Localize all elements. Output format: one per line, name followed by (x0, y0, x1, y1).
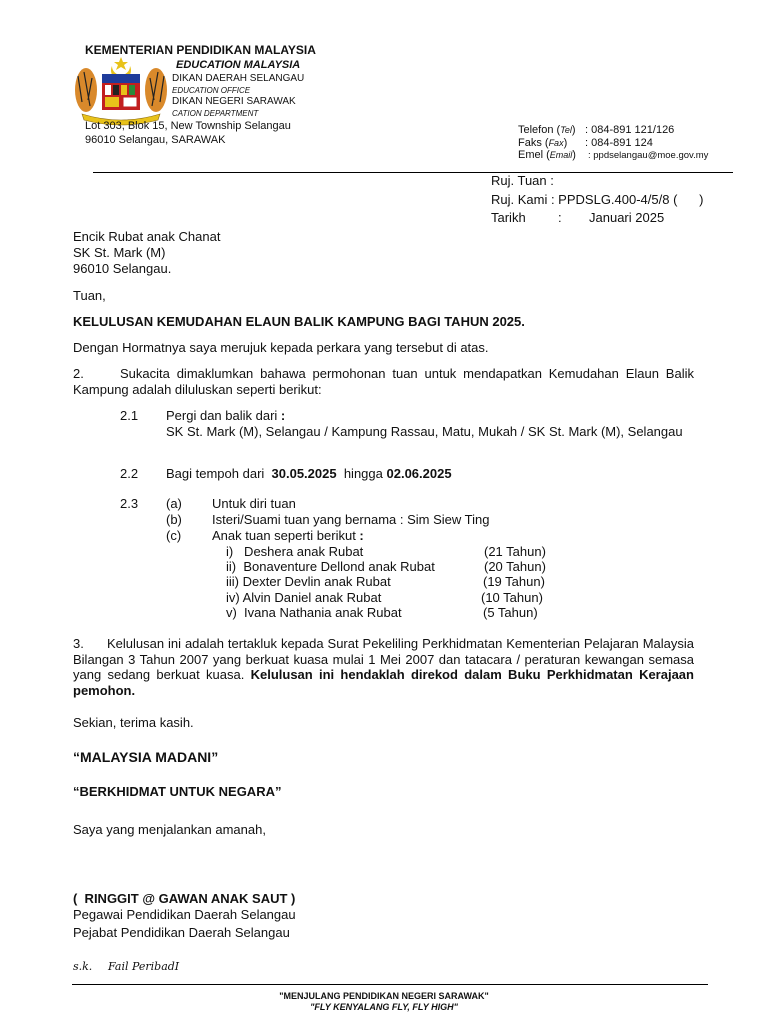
telephone-value: : 084-891 121/126 (585, 124, 675, 136)
cc-label: s.k. (73, 960, 93, 973)
footer-motto: "MENJULANG PENDIDIKAN NEGERI SARAWAK" (279, 991, 489, 1001)
ministry-name-en: EDUCATION MALAYSIA (176, 59, 301, 71)
address-line-2: 96010 Selangau, SARAWAK (85, 134, 226, 146)
reference-ours: Ruj. Kami : PPDSLG.400-4/5/8 ( ) (491, 192, 704, 207)
footer-divider (72, 984, 708, 985)
state-department-en: CATION DEPARTMENT (172, 109, 259, 118)
amanah-line: Saya yang menjalankan amanah, (73, 822, 266, 837)
recipient-name: Encik Rubat anak Chanat (73, 229, 221, 244)
district-office-en: EDUCATION OFFICE (172, 86, 251, 95)
salutation: Tuan, (73, 288, 106, 303)
child-age: (21 Tahun) (484, 544, 546, 559)
ministry-name: KEMENTERIAN PENDIDIKAN MALAYSIA (85, 43, 316, 57)
item-2-3-c-text: Anak tuan seperti berikut : (212, 528, 364, 543)
cc-value: Fail PeribadI (108, 960, 180, 973)
item-2-3-c-mark: (c) (166, 528, 182, 543)
item-2-3-number: 2.3 (120, 496, 139, 511)
reference-yours: Ruj. Tuan : (491, 173, 554, 188)
item-2-3-a-mark: (a) (166, 496, 182, 511)
email-value: : ppdselangau@moe.gov.my (588, 150, 709, 161)
email-label: Emel (Email) (518, 149, 576, 161)
paragraph-2 (73, 366, 694, 398)
item-2-2-number: 2.2 (120, 466, 139, 481)
fax-label: Faks (Fax) (518, 137, 568, 149)
child-name: v) Ivana Nathania anak Rubat (226, 605, 402, 620)
paragraph-3-bold: Kelulusan ini hendaklah direkod dalam Buku Perkhidmatan Kerajaan pemohon. (73, 667, 694, 698)
date-value: Januari 2025 (589, 210, 665, 225)
signatory-office: Pejabat Pendidikan Daerah Selangau (73, 925, 290, 940)
child-age: (19 Tahun) (483, 574, 545, 589)
child-age: (20 Tahun) (484, 559, 546, 574)
item-2-2-period: Bagi tempoh dari 30.05.2025 hingga 02.06.2025 (166, 466, 452, 481)
item-2-3-b-text: Isteri/Suami tuan yang bernama : Sim Siew Ting (212, 512, 490, 527)
recipient-school: SK St. Mark (M) (73, 245, 166, 260)
letter-subject: KELULUSAN KEMUDAHAN ELAUN BALIK KAMPUNG BAGI TAHUN 2025. (73, 314, 525, 329)
paragraph-3 (73, 636, 694, 698)
state-department: DIKAN NEGERI SARAWAK (172, 96, 296, 107)
header-divider (93, 172, 733, 173)
child-age: (5 Tahun) (483, 605, 538, 620)
footer-tagline: "FLY KENYALANG FLY, FLY HIGH" (310, 1002, 458, 1012)
signatory-title: Pegawai Pendidikan Daerah Selangau (73, 907, 296, 922)
item-2-3-a-text: Untuk diri tuan (212, 496, 296, 511)
address-line-1: Lot 303, Blok 15, New Township Selangau (85, 120, 291, 132)
slogan-berkhidmat: “BERKHIDMAT UNTUK NEGARA” (73, 784, 282, 799)
paragraph-3-number: 3. (73, 636, 84, 651)
paragraph-1: Dengan Hormatnya saya merujuk kepada perkara yang tersebut di atas. (73, 340, 489, 355)
paragraph-3-text: Kelulusan ini adalah tertakluk kepada Surat Pekeliling Perkhidmatan Kementerian Pelajaran Malaysia Bilangan 3 Tahun 2007 yang berkuat kuasa mulai 1 Mei 2007 dan tatacara / peraturan kewangan semasa yang sedang berkuat kuasa. (73, 636, 694, 682)
date-label: Tarikh (491, 210, 526, 225)
telephone-label: Telefon (Tel) (518, 124, 576, 136)
item-2-3-b-mark: (b) (166, 512, 182, 527)
signatory-name: ( RINGGIT @ GAWAN ANAK SAUT ) (73, 891, 296, 906)
coat-of-arms-logo (72, 56, 170, 126)
recipient-postcode: 96010 Selangau. (73, 261, 172, 276)
child-name: i) Deshera anak Rubat (226, 544, 364, 559)
paragraph-2-number: 2. (73, 366, 84, 381)
item-2-1-number: 2.1 (120, 408, 139, 423)
child-name: ii) Bonaventure Dellond anak Rubat (226, 559, 435, 574)
fax-value: : 084-891 124 (585, 137, 653, 149)
date-separator: : (558, 210, 562, 225)
paragraph-2-text: Sukacita dimaklumkan bahawa permohonan tuan untuk mendapatkan Kemudahan Elaun Balik Kampung adalah diluluskan seperti berikut: (73, 366, 694, 397)
closing: Sekian, terima kasih. (73, 715, 194, 730)
item-2-1-route: SK St. Mark (M), Selangau / Kampung Rassau, Matu, Mukah / SK St. Mark (M), Selangau (166, 424, 683, 439)
child-name: iii) Dexter Devlin anak Rubat (226, 574, 391, 589)
district-office: DIKAN DAERAH SELANGAU (172, 73, 305, 84)
child-age: (10 Tahun) (481, 590, 543, 605)
slogan-madani: “MALAYSIA MADANI” (73, 749, 219, 765)
child-name: iv) Alvin Daniel anak Rubat (226, 590, 382, 605)
item-2-1-label: Pergi dan balik dari : (166, 408, 286, 423)
